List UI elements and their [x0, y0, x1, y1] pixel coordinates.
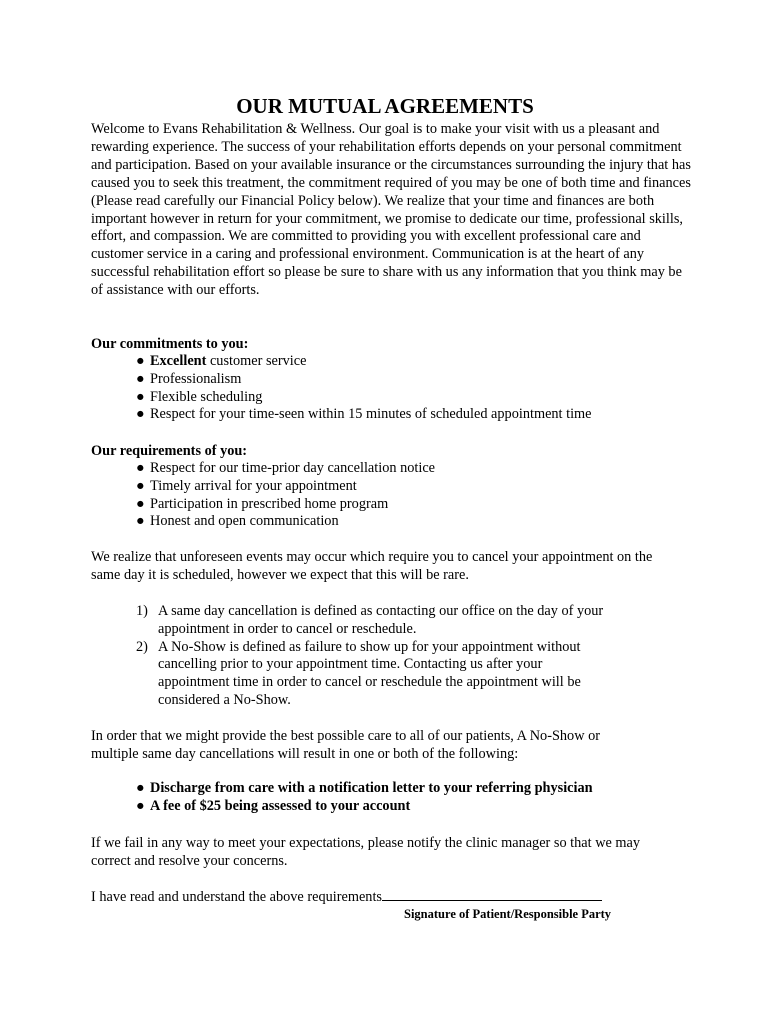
commitments-heading: Our commitments to you:	[91, 336, 249, 352]
list-item-text: Discharge from care with a notification letter to your referring physician	[150, 780, 593, 796]
requirements-list	[136, 460, 435, 531]
list-item-text: Respect for our time-prior day cancellation notice	[150, 460, 436, 476]
consequences-intro: In order that we might provide the best possible care to all of our patients, A No-Show or multiple same day cancellations will result in one or both of the following:	[91, 728, 601, 762]
list-item-text: A fee of $25 being assessed to your account	[150, 797, 411, 814]
list-item: ● Professionalism	[136, 370, 242, 387]
list-item: ● Respect for our time-prior day cancellation notice	[136, 460, 436, 476]
signature-statement: I have read and understand the above requirements	[91, 889, 382, 905]
list-item-text: Professionalism	[150, 370, 242, 387]
commitments-list	[136, 353, 592, 424]
list-number: 2)	[136, 638, 148, 655]
list-item: ● A fee of $25 being assessed to your account	[136, 797, 411, 814]
list-item	[136, 639, 613, 710]
page-title: OUR MUTUAL AGREEMENTS	[236, 94, 534, 118]
list-item-text: customer service	[206, 353, 307, 369]
signature-line	[91, 887, 602, 906]
definitions-list	[136, 603, 656, 710]
list-item-text: Flexible scheduling	[150, 388, 263, 405]
list-item-bold: Excellent	[150, 353, 207, 369]
unforeseen-paragraph: We realize that unforeseen events may occur which require you to cancel your appointment on the same day it is scheduled, however we expect that this will be rare.	[91, 549, 653, 583]
requirements-heading: Our requirements of you:	[91, 443, 248, 459]
list-item: ● Flexible scheduling	[136, 388, 263, 405]
intro-paragraph: Welcome to Evans Rehabilitation & Wellness. Our goal is to make your visit with us a pleasant and rewarding experience. The success of your rehabilitation efforts depends on your personal commitment and participation. Based on your available insurance or the circumstances surrounding the injury that has caused you to seek this treatment, the commitment required of you may be one of both time and finances (Please read carefully our Financial Policy below). We realize that your time and finances are both important however in return for your commitment, we promise to dedicate our time, professional skills, effort, and compassion. We are committed to providing you with excellent professional care and customer service in a caring and professional environment. Communication is at the heart of any successful rehabilitation effort so please be sure to share with us any information that you think may be of assistance with our efforts.	[91, 121, 691, 299]
list-number: 1)	[136, 603, 148, 619]
list-item-text: Honest and open communication	[150, 513, 339, 530]
list-item-text: Participation in prescribed home program	[150, 495, 389, 512]
list-item: ● Discharge from care with a notification letter to your referring physician	[136, 780, 593, 796]
list-item: ● Excellent customer service	[136, 353, 307, 369]
closing-paragraph: If we fail in any way to meet your expectations, please notify the clinic manager so that we may correct and resolve your concerns.	[91, 835, 641, 869]
list-item-text: A No-Show is defined as failure to show up for your appointment without cancelling prior to your appointment time. Contacting us after your appointment time in order to cancel or reschedule the appointment will be considered a No-Show.	[158, 638, 581, 708]
list-item: ● Honest and open communication	[136, 513, 339, 530]
signature-field[interactable]	[382, 887, 602, 901]
list-item: ● Participation in prescribed home program	[136, 495, 389, 512]
list-item	[136, 603, 628, 639]
list-item-text: Respect for your time-seen within 15 minutes of scheduled appointment time	[150, 406, 592, 423]
list-item-text: A same day cancellation is defined as contacting our office on the day of your appointment in order to cancel or reschedule.	[158, 603, 604, 637]
signature-caption: Signature of Patient/Responsible Party	[404, 907, 612, 921]
list-item: ● Respect for your time-seen within 15 minutes of scheduled appointment time	[136, 406, 592, 423]
consequences-list	[136, 780, 593, 816]
list-item: ● Timely arrival for your appointment	[136, 477, 357, 494]
list-item-text: Timely arrival for your appointment	[150, 477, 357, 494]
